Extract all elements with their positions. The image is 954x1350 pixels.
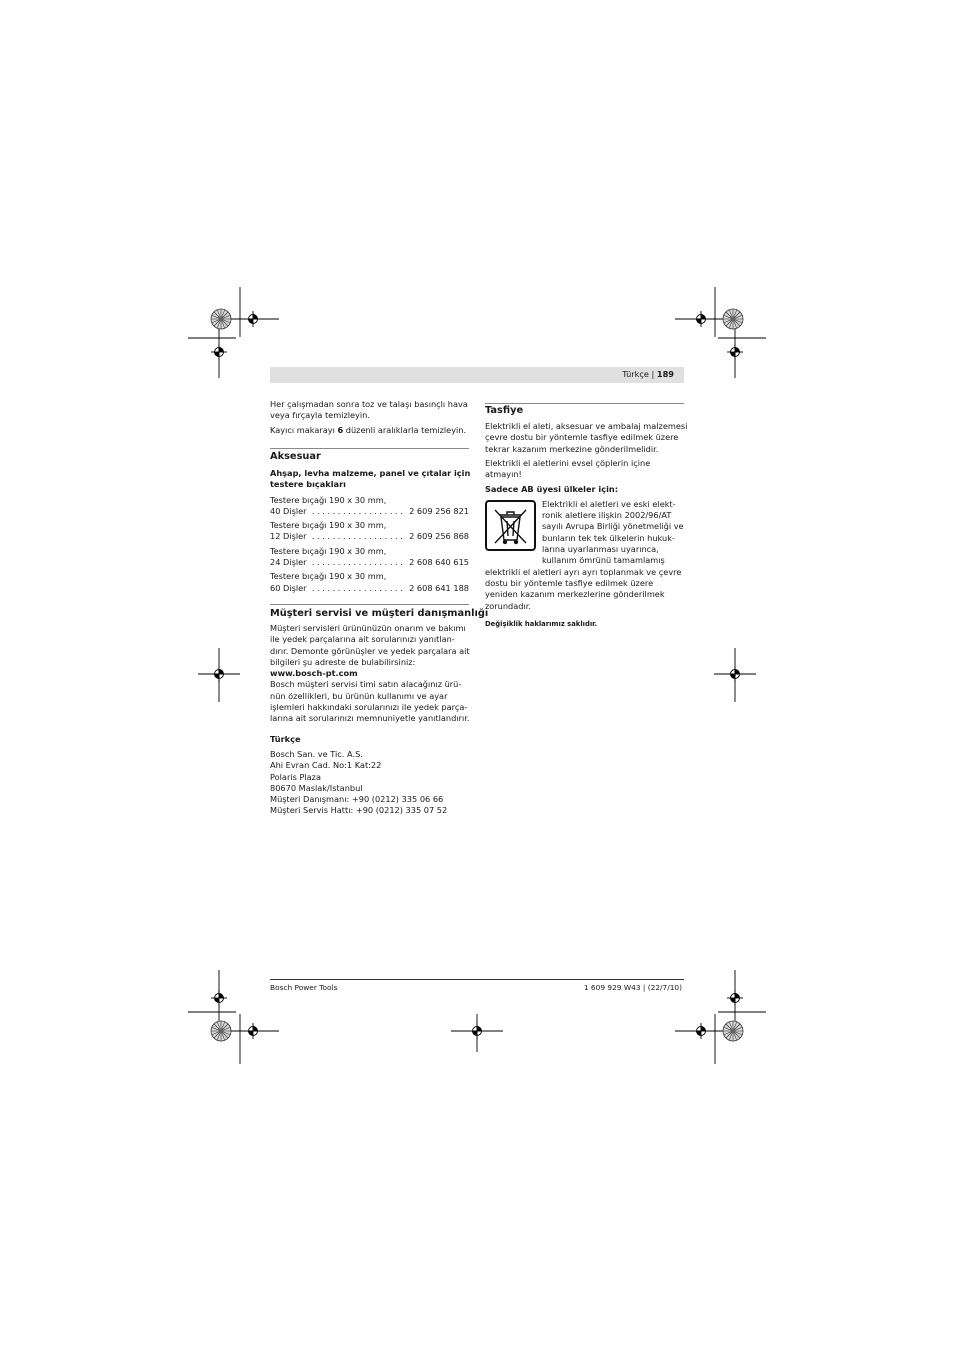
accessory-item: Testere bıçağı 190 x 30 mm, 60 Dişler . . . . . . . . . . . . . . . . . . 2 608 641 188 xyxy=(270,571,469,593)
order-number: 2 609 256 821 xyxy=(409,505,469,516)
accessories-subheading: testere bıçakları xyxy=(270,479,346,490)
service-section: Müşteri servisi ve müşteri danışmanlığı Müşteri servisleri ürününüzün onarım ve bakımı ile yedek parçalarına ait sorularınızı yanıtlan- dırır. Demonte görünüşler ve yedek parçalara ait bilgileri şu adreste de bulabilirsiniz: www.bosch-pt.com Bosch müşteri servisi timi satın alacağınız ürü- nün özellikleri, bu ürünün kullanımı ve ayar işlemleri hakkındaki sorularınızı ile yedek parça- larına ait sorularınızı memnuniyetle yanıtlandırır. Türkçe Bosch San. ve Tic. A.S. Ahi Evran Cad. No:1 Kat:22 Polaris Plaza 80670 Maslak/Istanbul Müşteri Danışmanı: +90 (0212) 335 06 66 Müşteri Servis Hattı: +90 (0212) 335 07 52 xyxy=(270,608,489,816)
page-number: 189 xyxy=(656,369,674,379)
divider xyxy=(270,604,469,605)
phone-consultant: Müşteri Danışmanı: +90 (0212) 335 06 66 xyxy=(270,794,444,805)
reel-cleaning-line: Kayıcı makarayı 6 düzenli aralıklarla temizleyin. xyxy=(270,424,467,435)
page-header xyxy=(622,369,674,380)
divider xyxy=(270,448,469,449)
accessory-item: Testere bıçağı 190 x 30 mm, 12 Dişler . . . . . . . . . . . . . . . . . . 2 609 256 868 xyxy=(270,520,469,542)
order-number: 2 608 640 615 xyxy=(409,557,469,568)
accessory-item: Testere bıçağı 190 x 30 mm, 40 Dişler . . . . . . . . . . . . . . . . . . 2 609 256 821 xyxy=(270,494,469,516)
order-number: 2 609 256 868 xyxy=(409,531,469,542)
footer-doc-code: 1 609 929 W43 | (22/7/10) xyxy=(583,983,682,992)
address-block: Bosch San. ve Tic. A.S. Ahi Evran Cad. No:1 Kat:22 Polaris Plaza 80670 Maslak/Istanbul Müşteri Danışmanı: +90 (0212) 335 06 66 Müşteri Servis Hattı: +90 (0212) 335 07 52 xyxy=(270,749,469,817)
order-number: 2 608 641 188 xyxy=(409,582,469,593)
disposal-heading: Tasfiye xyxy=(485,405,524,416)
disposal-section: Tasfiye Elektrikli el aleti, aksesuar ve ambalaj malzemesi çevre dostu bir yöntemle tasfiye edilmek üzere tekrar kazanım merkezine gönderilmelidir. Elektrikli el aletlerini evsel çöplerin içine atmayın! Sadece AB üyesi ülkeler için: Elektrikli el aletleri ve eski elekt- ronik aletlere ilişkin 2002/96/AT sayılı Avrupa Birliği yönetmeliği ve bunların tek tek ülkelerin hukuk- larına uyarlanması uyarınca, kullanım ömrünü tamamlamış elektrikli el aletleri ayrı ayrı toplanmak ve çevre dostu bir yöntemle tasfiye edilmek üzere yeniden kazanım merkezlerine gönderilmek zorundadır. Değişiklik haklarımız saklıdır. xyxy=(485,405,684,630)
accessories-heading: Aksesuar xyxy=(270,451,321,462)
header-language: Türkçe xyxy=(622,369,649,379)
phone-service: Müşteri Servis Hattı: +90 (0212) 335 07 52 xyxy=(270,805,448,816)
divider xyxy=(485,403,684,404)
website-link[interactable]: www.bosch-pt.com xyxy=(270,668,358,679)
rights-reserved-note: Değişiklik haklarımız saklıdır. xyxy=(485,619,598,628)
header-separator: | xyxy=(651,369,655,379)
accessories-section xyxy=(270,451,469,594)
accessories-subheading: Ahşap, levha malzeme, panel ve çıtalar için xyxy=(270,468,471,478)
text-line: Her çalışmadan sonra toz ve talaşı basınçlı hava xyxy=(270,399,468,409)
part-number: 6 xyxy=(337,424,344,435)
footer-brand: Bosch Power Tools xyxy=(270,983,338,992)
service-heading: Müşteri servisi ve müşteri danışmanlığı xyxy=(270,608,489,619)
footer-divider xyxy=(270,979,684,980)
crossed-out-wheelie-bin-icon xyxy=(485,500,536,551)
country-heading: Türkçe xyxy=(270,733,301,744)
eu-heading: Sadece AB üyesi ülkeler için: xyxy=(485,484,618,495)
accessory-item: Testere bıçağı 190 x 30 mm, 24 Dişler . . . . . . . . . . . . . . . . . . 2 608 640 615 xyxy=(270,545,469,568)
left-column xyxy=(270,399,469,436)
text-line: veya fırçayla temizleyin. xyxy=(270,410,370,421)
